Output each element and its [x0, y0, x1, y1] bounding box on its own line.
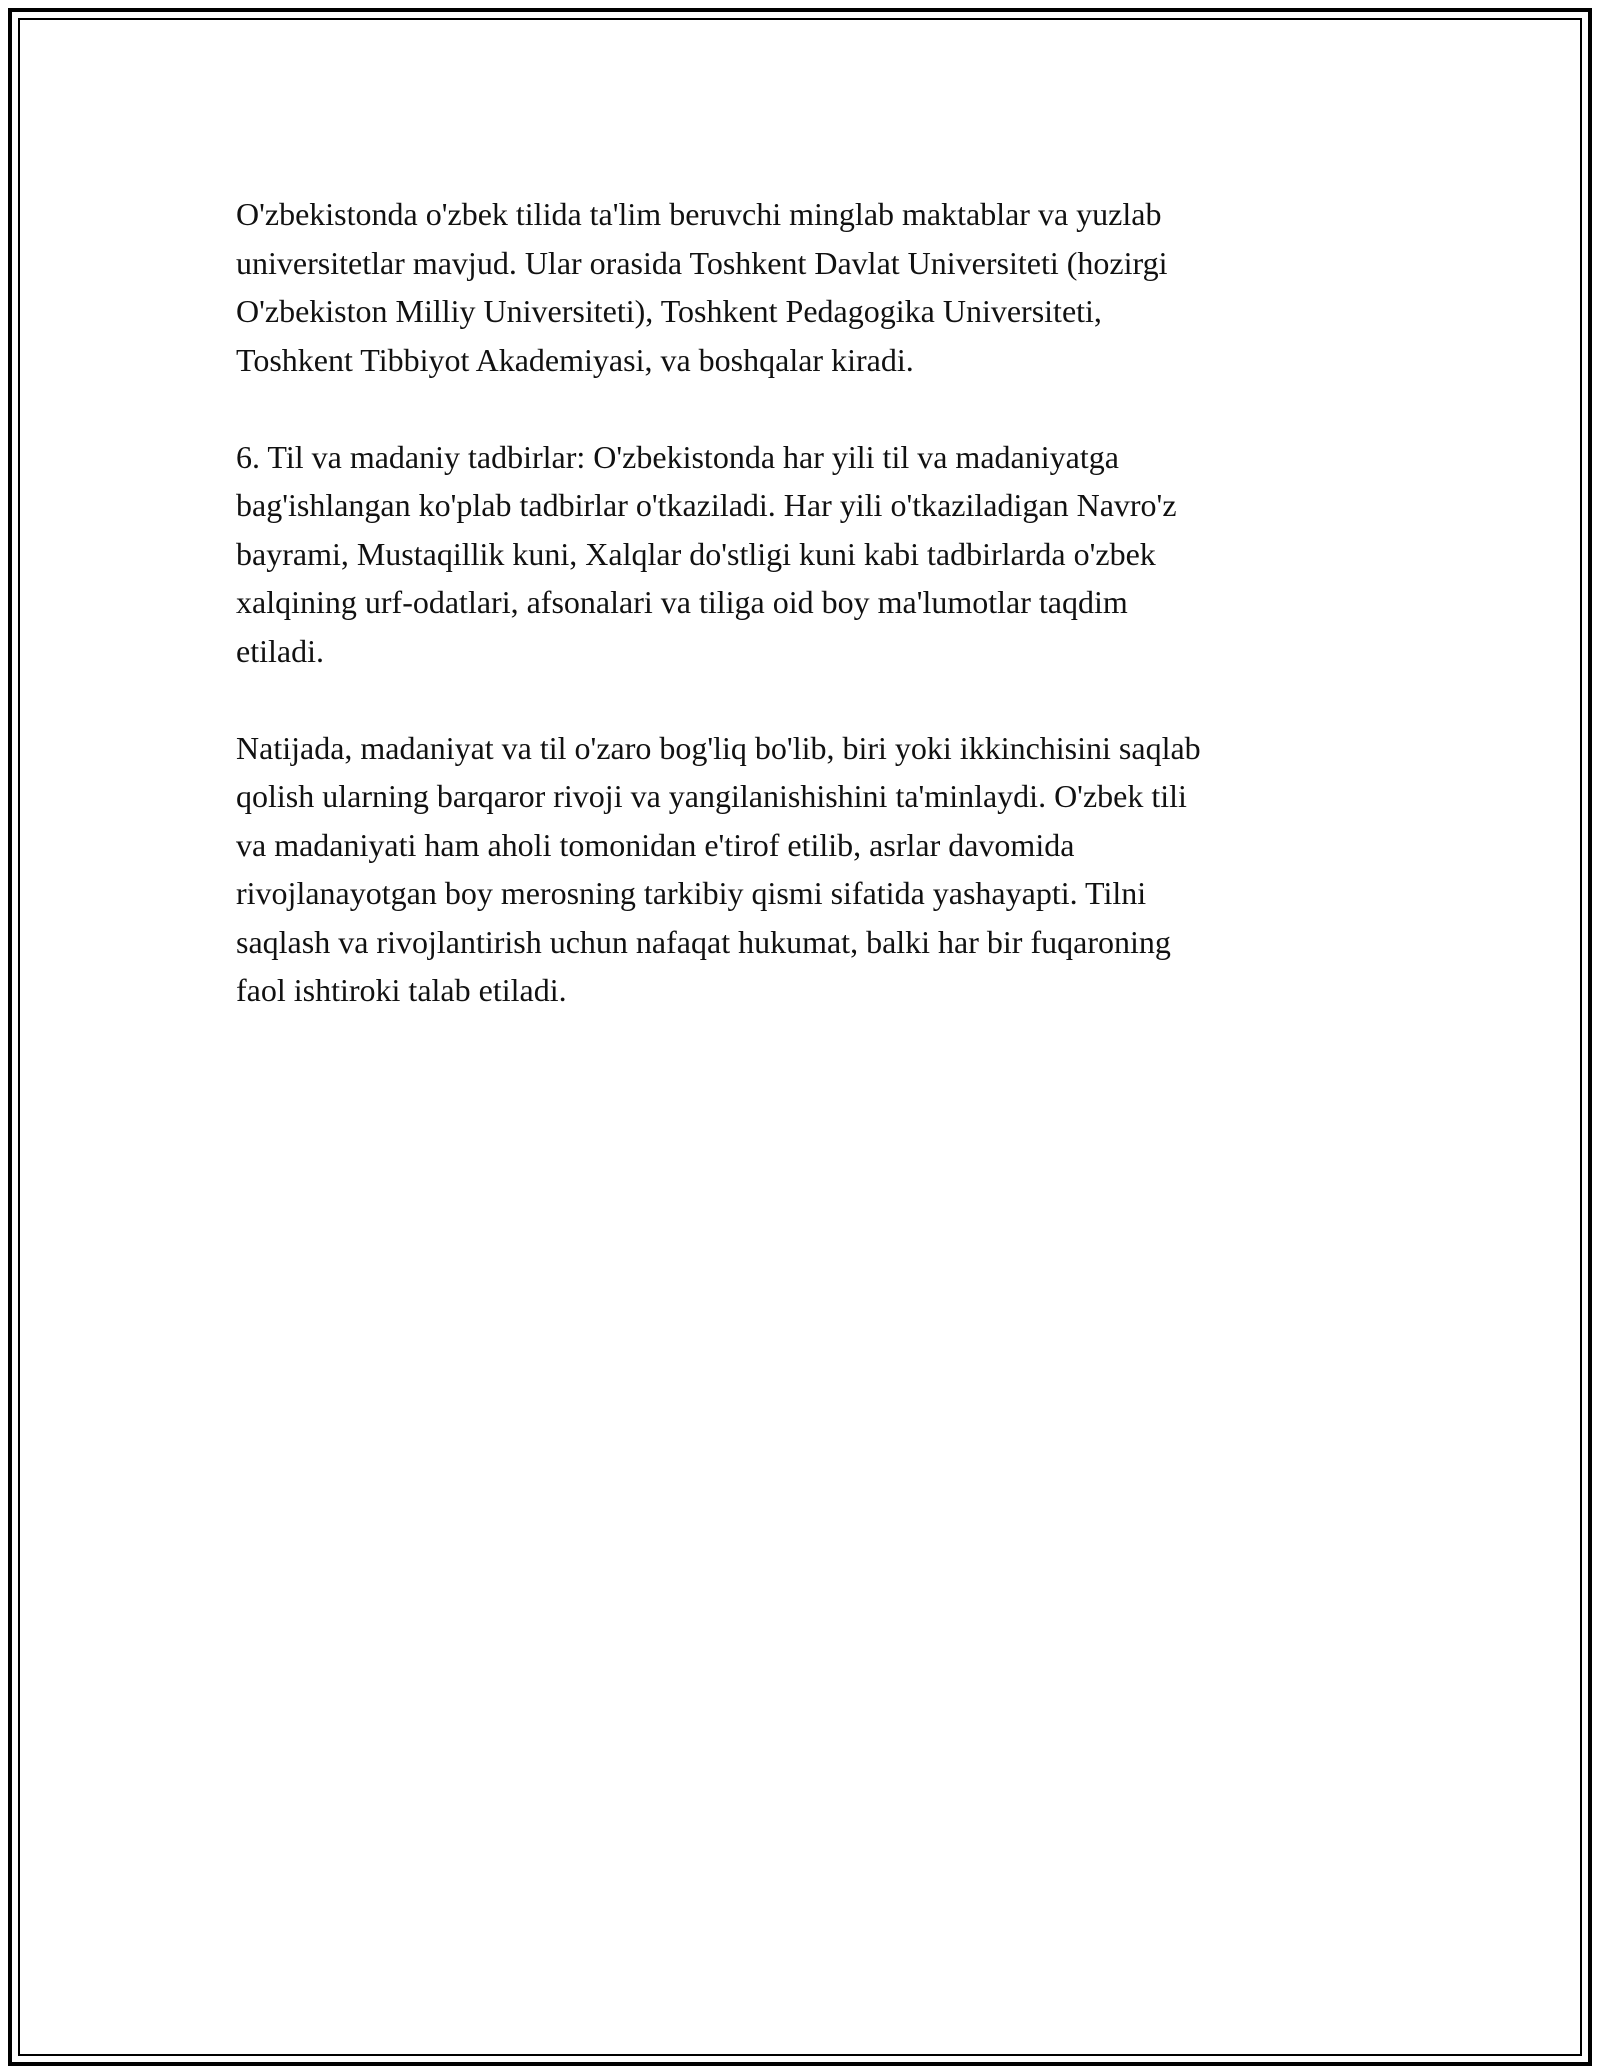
text-line: Natijada, madaniyat va til o'zaro bog'liq bo'lib, biri yoki ikkinchisini saqlab	[236, 729, 1201, 766]
paragraph-conclusion	[236, 724, 1366, 1015]
text-line: O'zbekistonda o'zbek tilida ta'lim beruvchi minglab maktablar va yuzlab	[236, 196, 1162, 232]
text-line: xalqining urf-odatlari, afsonalari va tiliga oid boy ma'lumotlar taqdim	[236, 584, 1128, 620]
text-line: bayrami, Mustaqillik kuni, Xalqlar do'stligi kuni kabi tadbirlarda o'zbek	[236, 535, 1156, 572]
text-line: saqlash va rivojlantirish uchun nafaqat hukumat, balki har bir fuqaroning	[236, 923, 1171, 960]
text-line: etiladi.	[236, 632, 324, 669]
text-line: faol ishtiroki talab etiladi.	[236, 972, 567, 1008]
text-line: Toshkent Tibbiyot Akademiyasi, va boshqalar kiradi.	[236, 341, 914, 378]
document-body	[236, 190, 1366, 1063]
text-line: O'zbekiston Milliy Universiteti), Toshkent Pedagogika Universiteti,	[236, 293, 1102, 329]
text-line: qolish ularning barqaror rivoji va yangilanishishini ta'minlaydi. O'zbek tili	[236, 778, 1187, 814]
text-line: rivojlanayotgan boy merosning tarkibiy qismi sifatida yashayapti. Tilni	[236, 875, 1147, 911]
text-line: bag'ishlangan ko'plab tadbirlar o'tkaziladi. Har yili o'tkaziladigan Navro'z	[236, 487, 1177, 523]
text-line: 6. Til va madaniy tadbirlar: O'zbekistonda har yili til va madaniyatga	[236, 438, 1119, 475]
text-line: va madaniyati ham aholi tomonidan e'tirof etilib, asrlar davomida	[236, 826, 1075, 863]
paragraph-schools	[236, 190, 1366, 384]
paragraph-events	[236, 433, 1366, 676]
text-line: universitetlar mavjud. Ular orasida Toshkent Davlat Universiteti (hozirgi	[236, 244, 1168, 281]
